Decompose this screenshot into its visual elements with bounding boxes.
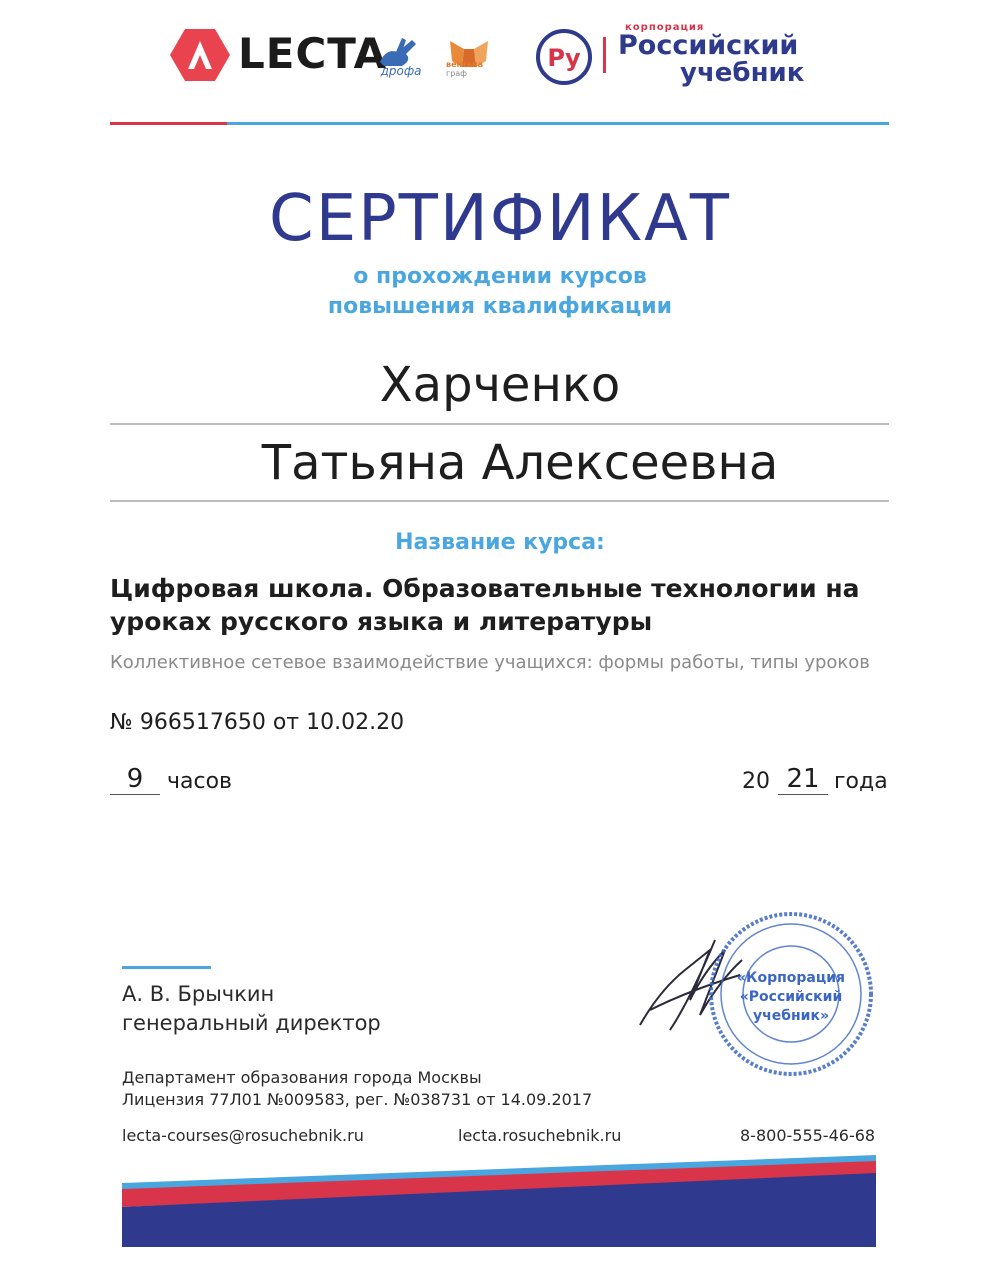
lecta-logo-icon (170, 27, 230, 81)
course-name: Цифровая школа. Образовательные технологии на уроках русского языка и литературы (110, 574, 860, 636)
name-underline-2 (110, 500, 889, 502)
rosuchebnik-logo-icon (535, 28, 593, 86)
stamp-text-line2: «Российский (739, 989, 843, 1005)
hours-value: 9 (110, 764, 160, 795)
lecta-logo-text: LECTA (238, 29, 388, 78)
recipient-surname: Харченко (379, 357, 621, 413)
drofa-logo-text: дрофа (380, 64, 422, 78)
ventana-text-line2: граф (446, 69, 468, 78)
license-info: Лицензия 77Л01 №009583, рег. №038731 от 14.09.2017 (122, 1090, 593, 1109)
contact-email: lecta-courses@rosuchebnik.ru (122, 1126, 364, 1145)
corp-name-line1: Российский (618, 30, 799, 61)
footer-decorative-band (122, 1155, 876, 1247)
stamp-text-line3: учебник» (752, 1008, 830, 1024)
ventana-text-line1: вентана (446, 60, 483, 69)
header-divider (110, 122, 889, 125)
year-label: года (834, 769, 888, 794)
year-value: 21 (778, 764, 828, 795)
corp-small-text: корпорация (625, 22, 705, 33)
certificate-subtitle-line2: повышения квалификации (327, 294, 673, 319)
year-prefix: 20 (742, 769, 770, 794)
logo-separator (603, 37, 606, 73)
certificate-subtitle-line1: о прохождении курсов (353, 264, 647, 289)
contact-phone: 8-800-555-46-68 (740, 1126, 876, 1145)
issuing-department: Департамент образования города Москвы (122, 1068, 482, 1087)
signer-role: генеральный директор (122, 1011, 381, 1035)
ru-mark-text: Ру (547, 44, 581, 72)
corp-name-line2: учебник (680, 58, 805, 88)
contact-website: lecta.rosuchebnik.ru (458, 1126, 622, 1145)
official-stamp (705, 908, 877, 1080)
course-subtitle: Коллективное сетевое взаимодействие учащихся: формы работы, типы уроков (110, 652, 870, 673)
signer-accent-rule (122, 966, 211, 969)
recipient-given-names: Татьяна Алексеевна (261, 435, 779, 491)
signer-name: А. В. Брычкин (122, 982, 275, 1006)
hours-label: часов (167, 769, 233, 794)
name-underline-1 (110, 423, 889, 425)
certificate-title: СЕРТИФИКАТ (269, 182, 731, 256)
registration-number: № 966517650 от 10.02.20 (110, 710, 405, 735)
stamp-text-line1: «Корпорация (736, 970, 846, 986)
course-label: Название курса: (395, 530, 605, 555)
ventana-graf-logo-text (446, 60, 496, 78)
